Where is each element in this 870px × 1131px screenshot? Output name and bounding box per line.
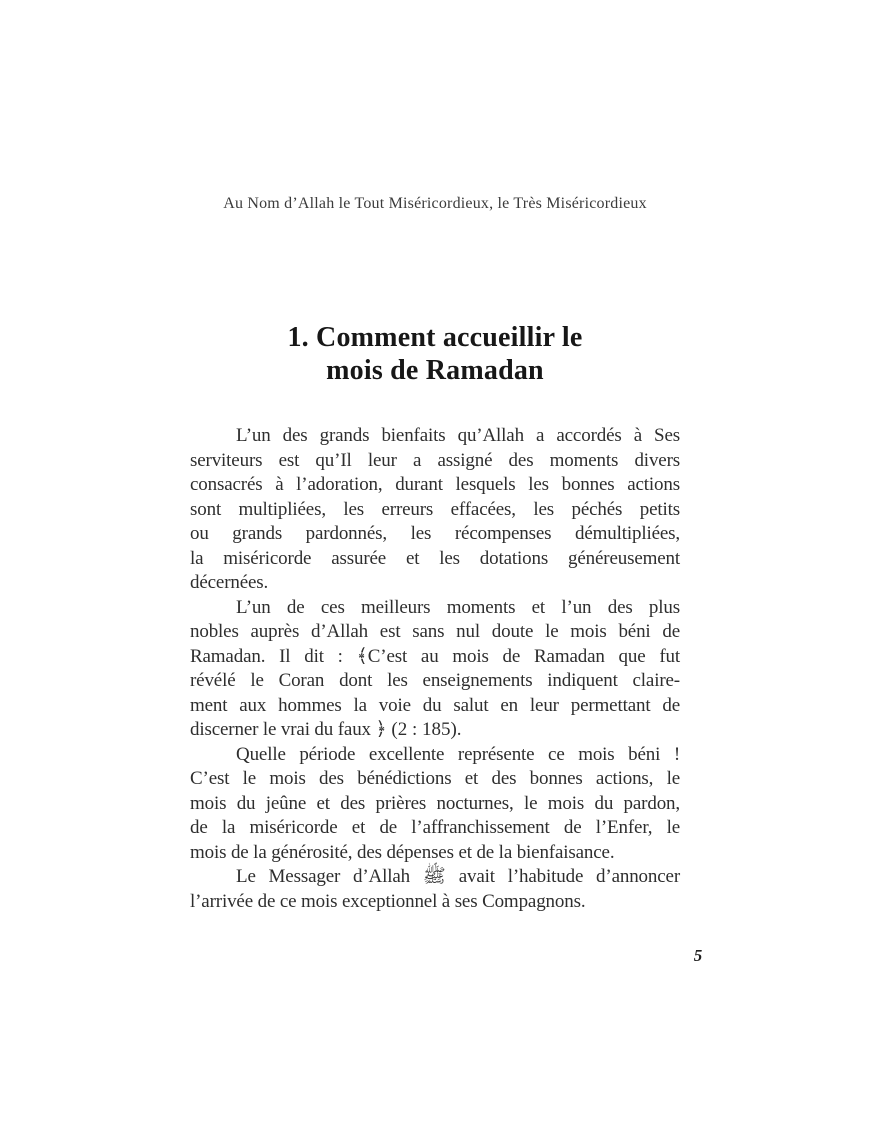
text-line: nobles auprès d’Allah est sans nul doute le mois béni de — [190, 621, 680, 642]
body-text — [190, 424, 680, 914]
paragraph — [190, 596, 680, 743]
text-line: serviteurs est qu’Il leur a assigné des moments divers — [190, 449, 680, 471]
text-line: la miséricorde assurée et les dotations généreusement — [190, 547, 680, 569]
text-line: mois du jeûne et des prières nocturnes, le mois du pardon, — [190, 792, 680, 814]
text-line: mois de la générosité, des dépenses et de la bienfaisance. — [190, 841, 615, 863]
text-line: révélé le Coran dont les enseignements indiquent claire- — [190, 670, 680, 691]
text-line: l’arrivée de ce mois exceptionnel à ses Compagnons. — [190, 890, 586, 912]
text-line: de la miséricorde et de l’affranchissement de l’Enfer, le — [190, 817, 680, 838]
text-line: C’est le mois des bénédictions et des bonnes actions, le — [190, 768, 680, 789]
page-number: 5 — [693, 946, 703, 965]
paragraph — [190, 424, 680, 596]
text-line: décernées. — [190, 572, 269, 593]
text-line: Ramadan. Il dit : ﴾C’est au mois de Ramadan que fut — [190, 645, 680, 667]
text-line: L’un de ces meilleurs moments et l’un des plus — [236, 596, 680, 618]
text-line: Quelle période excellente représente ce mois béni ! — [236, 743, 680, 765]
chapter-title — [0, 321, 870, 387]
text-line: ment aux hommes la voie du salut en leur permettant de — [190, 694, 680, 716]
text-line: L’un des grands bienfaits qu’Allah a accordés à Ses — [236, 425, 680, 446]
text-line: sont multipliées, les erreurs effacées, les péchés petits — [190, 498, 680, 520]
text-line: discerner le vrai du faux ﴿ (2 : 185). — [190, 719, 462, 740]
paragraph — [190, 865, 680, 914]
text-line: ou grands pardonnés, les récompenses démultipliées, — [190, 523, 680, 544]
chapter-title-line1: 1. Comment accueillir le — [287, 322, 583, 353]
paragraph — [190, 743, 680, 866]
text-line: Le Messager d’Allah ﷺ avait l’habitude d’annoncer — [236, 866, 681, 887]
text-line: consacrés à l’adoration, durant lesquels les bonnes actions — [190, 474, 680, 495]
chapter-title-line2: mois de Ramadan — [326, 355, 544, 386]
basmala-header: Au Nom d’Allah le Tout Miséricordieux, le Très Miséricordieux — [223, 195, 647, 212]
